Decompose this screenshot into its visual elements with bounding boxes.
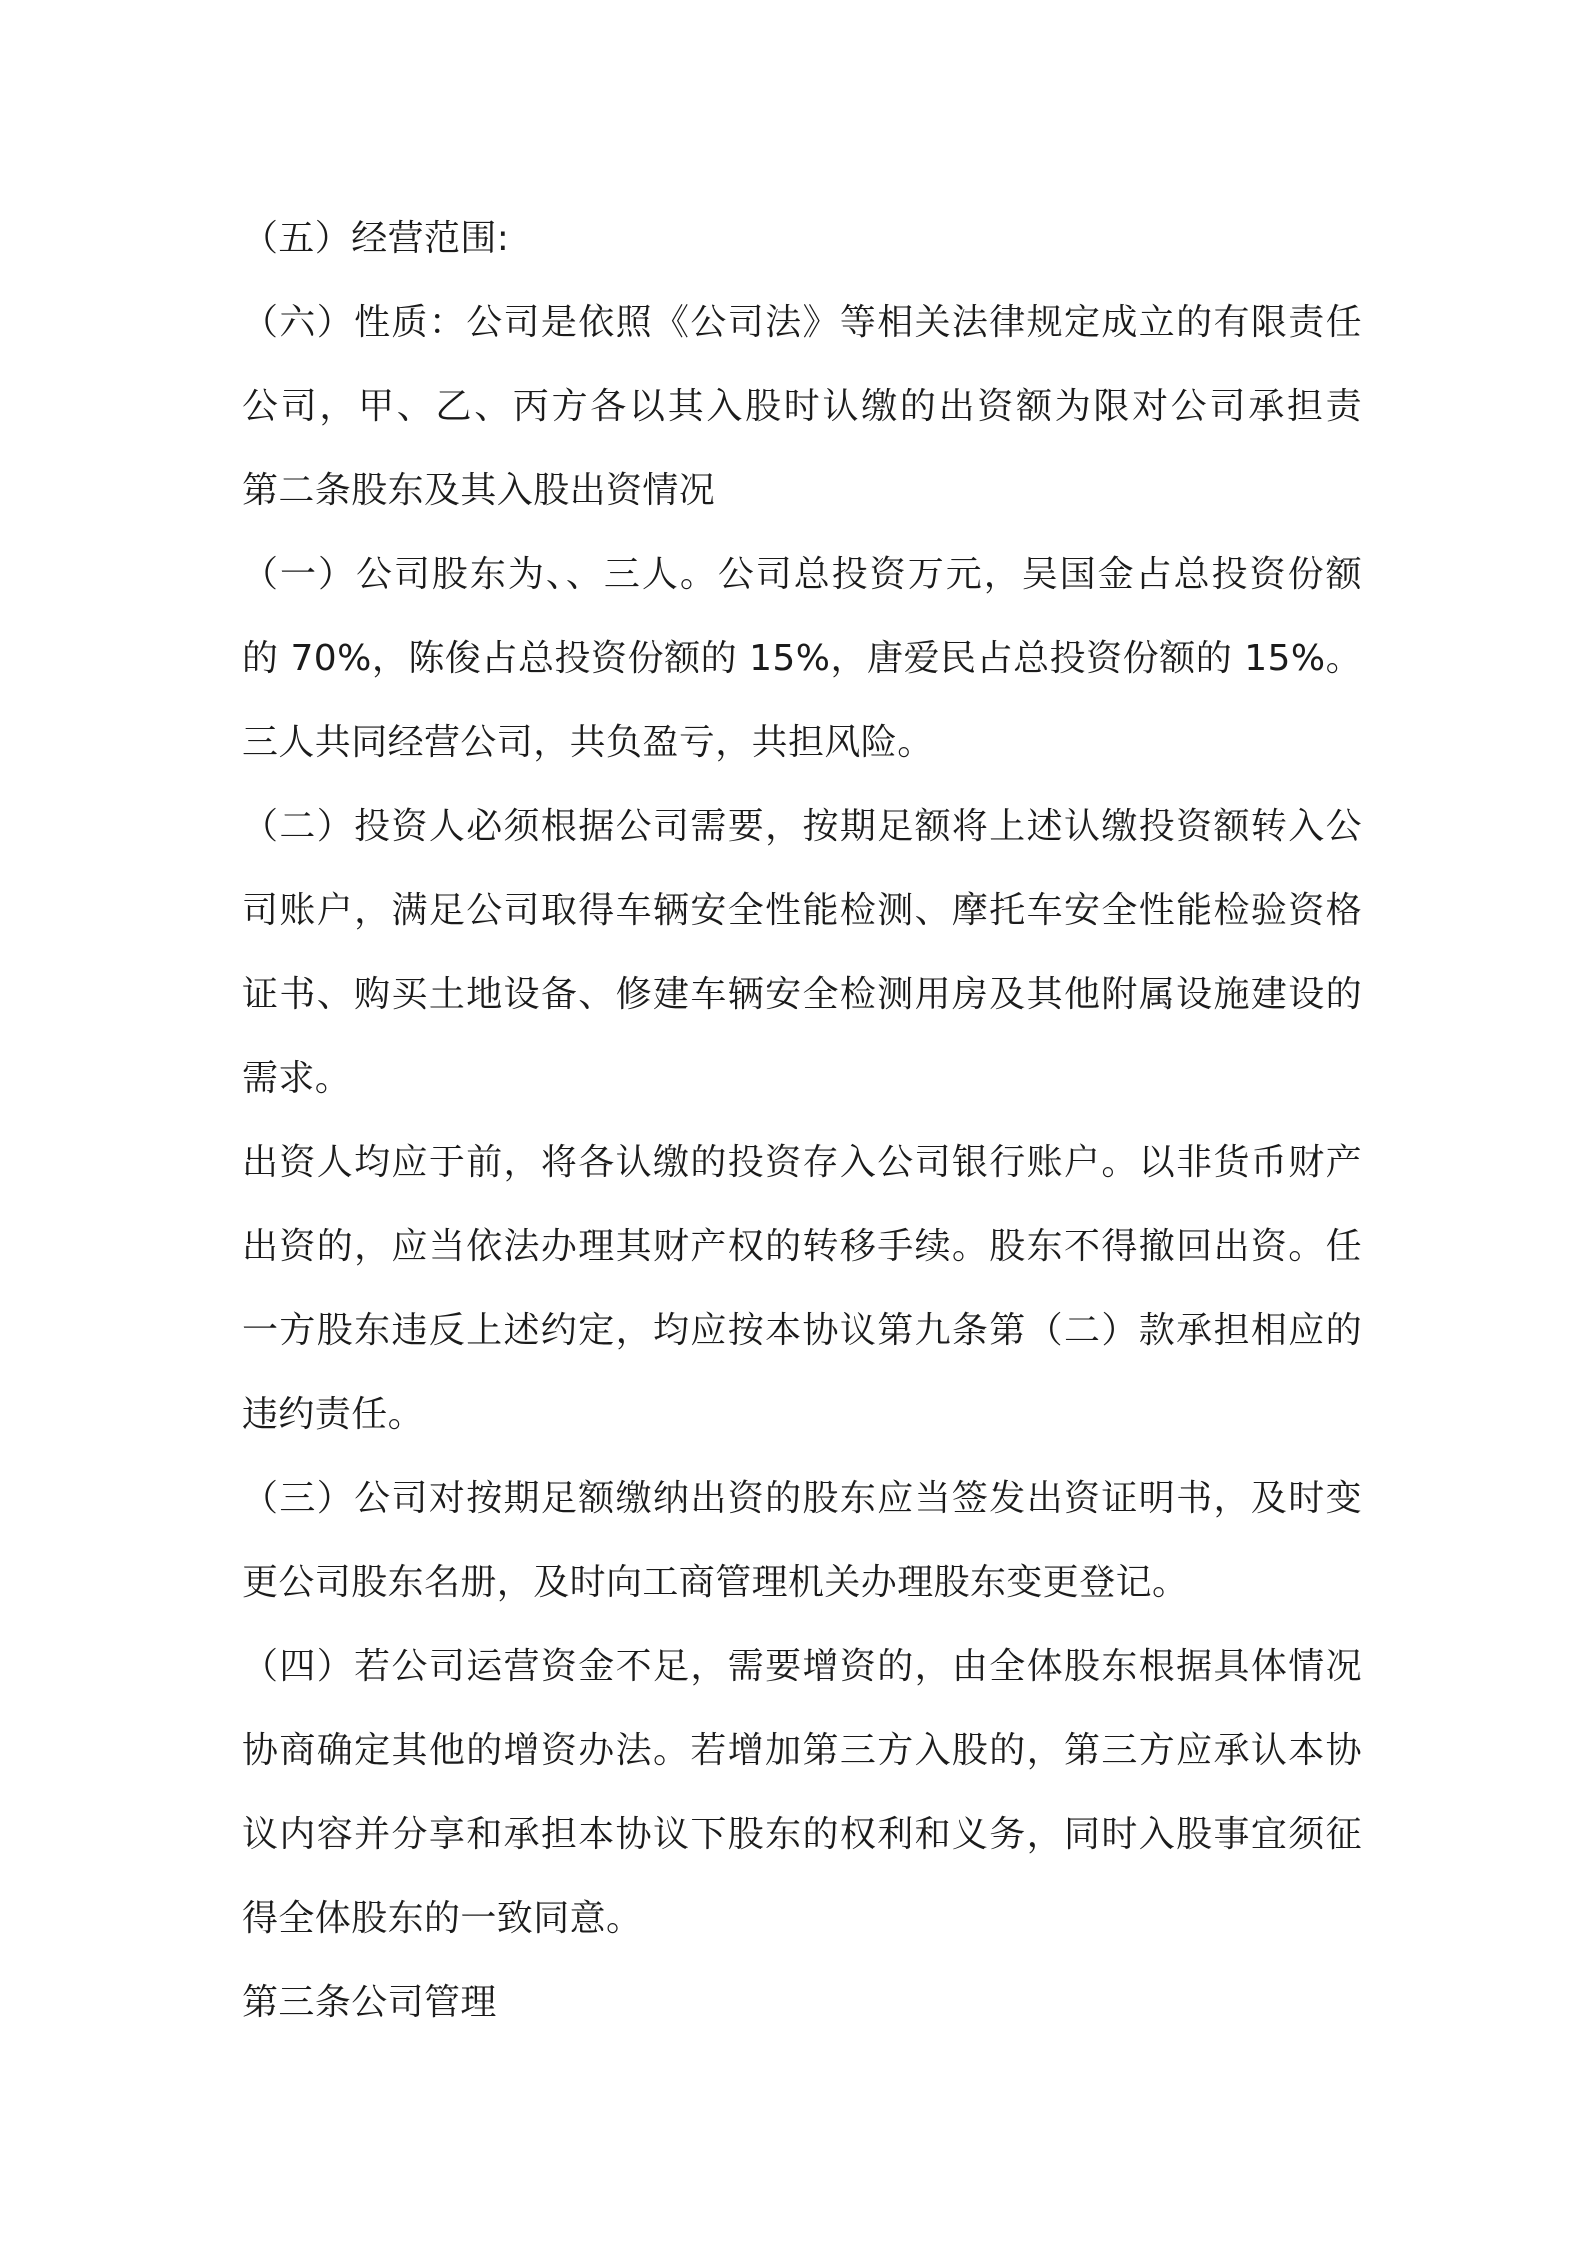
text-line-capital-2: 协商确定其他的增资办法。若增加第三方入股的，第三方应承认本协 xyxy=(242,1730,1362,1771)
text-line-nature-1: （六）性质：公司是依照《公司法》等相关法律规定成立的有限责任 xyxy=(242,302,1362,343)
text-line-investment-2: 司账户，满足公司取得车辆安全性能检测、摩托车安全性能检验资格 xyxy=(242,890,1362,931)
document-body xyxy=(242,197,1362,2045)
text-line-deposit-2: 出资的，应当依法办理其财产权的转移手续。股东不得撤回出资。任 xyxy=(242,1226,1362,1267)
text-line-investment-3: 证书、购买土地设备、修建车辆安全检测用房及其他附属设施建设的 xyxy=(242,974,1362,1015)
text-line-capital-4: 得全体股东的一致同意。 xyxy=(242,1898,643,1939)
text-line-deposit-3: 一方股东违反上述约定，均应按本协议第九条第（二）款承担相应的 xyxy=(242,1310,1362,1351)
text-line-investment-4: 需求。 xyxy=(242,1058,352,1099)
text-line-capital-1: （四）若公司运营资金不足，需要增资的，由全体股东根据具体情况 xyxy=(242,1646,1362,1687)
text-line-nature-2: 公司，甲、乙、丙方各以其入股时认缴的出资额为限对公司承担责 xyxy=(242,386,1362,427)
text-line-scope: （五）经营范围: xyxy=(242,218,510,259)
section-heading-article-3: 第三条公司管理 xyxy=(242,1982,497,2023)
text-line-shareholders-1: （一）公司股东为、、三人。公司总投资万元，吴国金占总投资份额 xyxy=(242,554,1362,595)
text-line-investment-1: （二）投资人必须根据公司需要，按期足额将上述认缴投资额转入公 xyxy=(242,806,1362,847)
text-line-deposit-4: 违约责任。 xyxy=(242,1394,425,1435)
text-line-deposit-1: 出资人均应于前，将各认缴的投资存入公司银行账户。以非货币财产 xyxy=(242,1142,1362,1183)
text-line-capital-3: 议内容并分享和承担本协议下股东的权利和义务，同时入股事宜须征 xyxy=(242,1814,1362,1855)
text-line-shareholders-2: 的 70%，陈俊占总投资份额的 15%，唐爱民占总投资份额的 15%。 xyxy=(242,638,1362,679)
text-line-shareholders-3: 三人共同经营公司，共负盈亏，共担风险。 xyxy=(242,722,934,763)
text-line-certificate-1: （三）公司对按期足额缴纳出资的股东应当签发出资证明书，及时变 xyxy=(242,1478,1362,1519)
section-heading-article-2: 第二条股东及其入股出资情况 xyxy=(242,470,716,511)
text-line-certificate-2: 更公司股东名册，及时向工商管理机关办理股东变更登记。 xyxy=(242,1562,1189,1603)
